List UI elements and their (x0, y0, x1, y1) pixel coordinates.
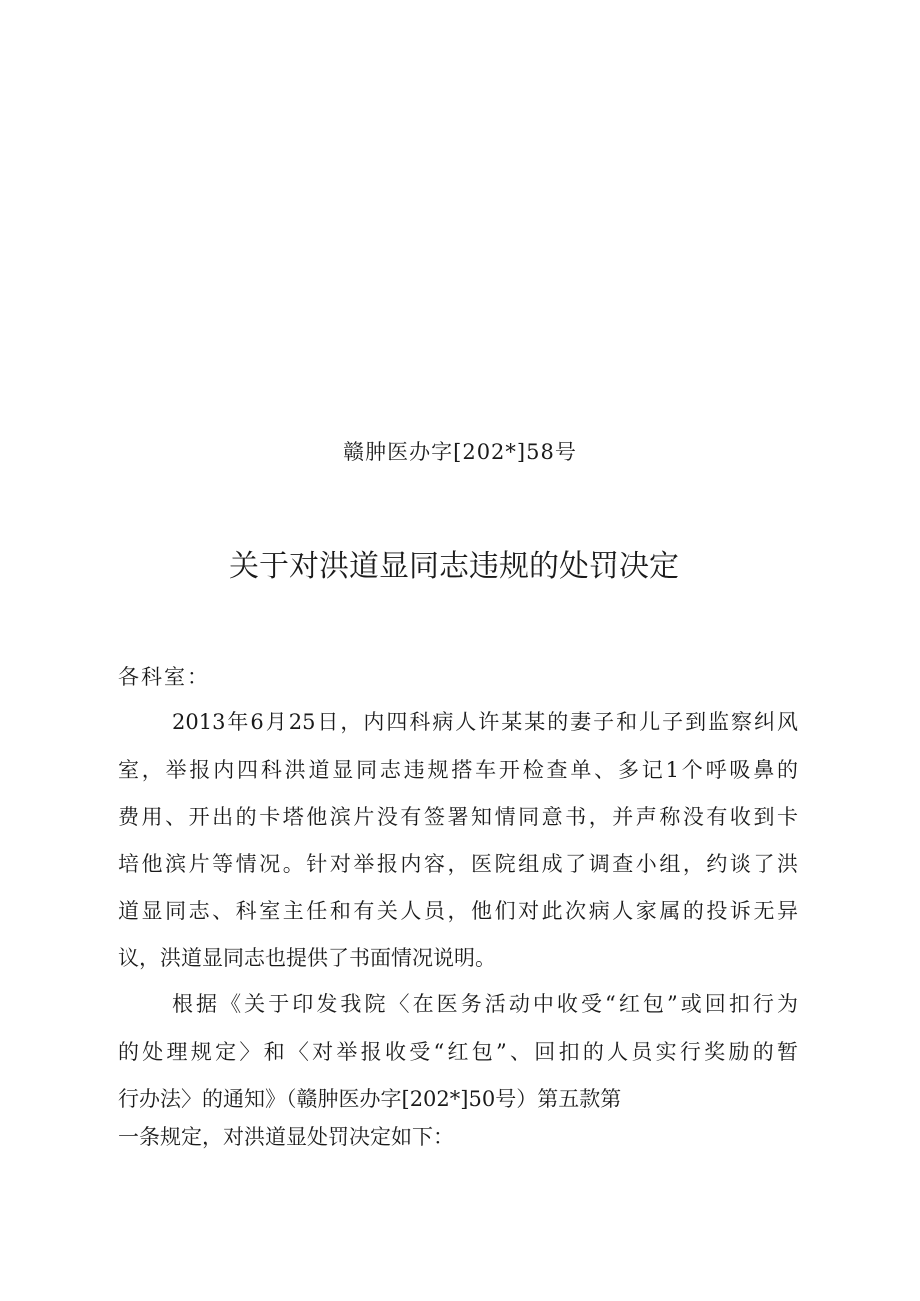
paragraph-line: 道显同志、科室主任和有关人员，他们对此次病人家属的投诉无异 (118, 899, 798, 923)
paragraph-line: 费用、开出的卡塔他滨片没有签署知情同意书，并声称没有收到卡 (118, 805, 798, 829)
paragraph-line: 根据《关于印发我院〈在医务活动中收受“红包”或回扣行为 (172, 992, 798, 1016)
paragraph-line: 行办法〉的通知》（赣肿医办字[202*]50号）第五款第 (118, 1087, 622, 1111)
document-title: 关于对洪道显同志违规的处罚决定 (229, 549, 679, 584)
document-number: 赣肿医办字[202*]58号 (343, 440, 577, 464)
paragraph-line: 室，举报内四科洪道显同志违规搭车开检查单、多记1个呼吸鼻的 (118, 758, 798, 782)
paragraph-line: 的处理规定〉和〈对举报收受“红包”、回扣的人员实行奖励的暂 (118, 1040, 798, 1064)
paragraph-line: 议，洪道显同志也提供了书面情况说明。 (118, 946, 496, 970)
paragraph-line: 一条规定，对洪道显处罚决定如下： (118, 1125, 454, 1149)
paragraph-line: 2013年6月25日，内四科病人许某某的妻子和儿子到监察纠风 (172, 710, 798, 734)
paragraph-line: 培他滨片等情况。针对举报内容，医院组成了调查小组，约谈了洪 (118, 852, 798, 876)
salutation: 各科室： (118, 665, 210, 689)
